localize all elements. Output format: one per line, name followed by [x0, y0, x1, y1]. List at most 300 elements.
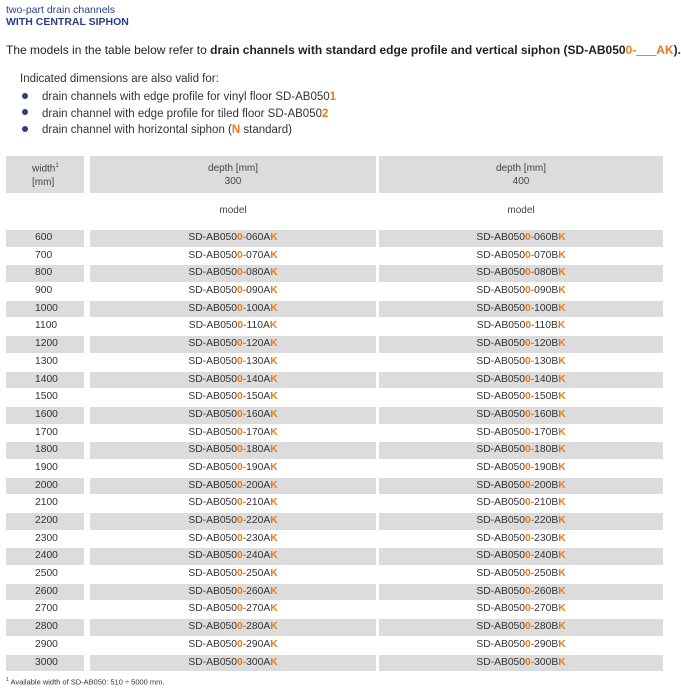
valid-for-item [22, 122, 336, 139]
model-300-variant: 0- [237, 426, 247, 438]
model-300-prefix: SD-AB050 [188, 302, 237, 314]
model-400-code: 200B [534, 479, 559, 491]
model-300-variant: 0- [237, 568, 247, 580]
model-400-variant: 0- [525, 461, 535, 473]
model-400-prefix: SD-AB050 [476, 408, 525, 420]
model-400-variant: 0- [525, 373, 535, 385]
model-300-variant: 0- [237, 656, 247, 668]
model-400-suffix: K [558, 285, 566, 297]
model-400-suffix: K [558, 568, 566, 580]
model-400-code: 140B [534, 373, 559, 385]
cell-model-300 [90, 478, 376, 495]
cell-model-400 [379, 566, 663, 583]
model-300-code: 120A [246, 338, 271, 350]
table-row [6, 459, 663, 477]
model-400-prefix: SD-AB050 [476, 550, 525, 562]
model-400-variant: 0- [525, 497, 535, 509]
header-width-label: width [32, 163, 56, 175]
model-300-suffix: K [270, 302, 278, 314]
model-300-suffix: K [270, 515, 278, 526]
cell-model-400 [379, 601, 663, 618]
cell-model-400 [379, 354, 663, 371]
bullet-dot-icon [22, 109, 28, 115]
model-300-suffix: K [270, 408, 278, 420]
models-table [6, 156, 663, 671]
model-400-code: 220B [534, 515, 559, 526]
cell-width: 2100 [35, 497, 58, 509]
model-400-suffix: K [558, 550, 566, 562]
valid-for-item-text: drain channel with edge profile for tiled floor SD-AB050 [42, 107, 322, 120]
model-300-code: 200A [246, 479, 271, 491]
cell-width: 2200 [6, 513, 84, 530]
model-400-prefix: SD-AB050 [476, 391, 525, 403]
cell-width: 1100 [35, 320, 58, 332]
model-400-variant: 0- [525, 338, 535, 350]
model-400-code: 120B [534, 338, 559, 350]
intro-bold-text: drain channels with standard edge profile and vertical siphon (SD-AB050 [210, 43, 626, 57]
cell-model-300 [90, 513, 376, 530]
cell-width: 600 [6, 230, 84, 247]
model-400-variant: 0- [525, 568, 535, 580]
model-300-suffix: K [270, 550, 278, 562]
model-300-suffix: K [270, 603, 278, 615]
cell-model-300 [90, 619, 376, 636]
model-300-variant: 0- [237, 267, 247, 279]
header-depth-300-label: depth [mm] [207, 162, 259, 174]
model-300-variant: 0- [237, 638, 247, 650]
model-300-prefix: SD-AB050 [188, 373, 237, 385]
model-400-variant: 0- [525, 302, 535, 314]
model-400-suffix: K [558, 479, 566, 491]
table-model-row [6, 193, 663, 229]
model-300-variant: 0- [237, 621, 247, 633]
model-300-suffix: K [270, 656, 278, 668]
model-300-variant: 0- [237, 285, 247, 297]
model-400-suffix: K [558, 302, 566, 314]
cell-width: 1000 [6, 301, 84, 318]
model-400-variant: 0- [525, 515, 535, 526]
model-300-suffix: K [270, 497, 278, 509]
model-400-suffix: K [558, 497, 566, 509]
valid-for-item-text: drain channel with horizontal siphon ( [42, 124, 232, 136]
model-300-code: 110A [246, 320, 270, 332]
table-row [6, 264, 663, 282]
model-300-prefix: SD-AB050 [188, 320, 238, 332]
intro-code-orange: 0- [625, 43, 637, 57]
model-300-prefix: SD-AB050 [188, 497, 237, 509]
model-400-code: 180B [534, 444, 559, 456]
model-400-prefix: SD-AB050 [476, 479, 525, 491]
cell-width: 3000 [6, 655, 84, 672]
model-300-variant: 0- [237, 391, 247, 403]
footnote [6, 677, 165, 687]
bullet-dot-icon [22, 126, 28, 132]
bullet-dot-icon [22, 93, 28, 99]
model-400-variant: 0- [525, 285, 535, 297]
cell-model-300 [90, 442, 376, 459]
model-300-code: 150A [246, 391, 271, 403]
cell-model-300 [90, 548, 376, 565]
cell-width: 1200 [6, 336, 84, 353]
cell-model-400 [379, 425, 663, 442]
model-400-prefix: SD-AB050 [476, 232, 525, 243]
model-400-code: 090B [534, 285, 559, 297]
model-300-code: 230A [246, 532, 271, 544]
model-400-prefix: SD-AB050 [476, 249, 525, 261]
model-400-prefix: SD-AB050 [476, 373, 525, 385]
model-300-prefix: SD-AB050 [188, 285, 237, 297]
model-400-code: 210B [534, 497, 559, 509]
model-300-variant: 0- [237, 603, 247, 615]
table-body [6, 229, 663, 671]
model-400-code: 240B [534, 550, 559, 562]
model-300-prefix: SD-AB050 [188, 391, 237, 403]
table-row [6, 618, 663, 636]
cell-width: 2700 [35, 603, 58, 615]
table-row [6, 424, 663, 442]
model-300-prefix: SD-AB050 [188, 338, 237, 350]
model-300-prefix: SD-AB050 [188, 355, 237, 367]
header-width-label-line [32, 160, 59, 175]
model-400-suffix: K [558, 621, 566, 633]
cell-model-400 [379, 513, 663, 530]
model-400-prefix: SD-AB050 [476, 638, 525, 650]
cell-width: 700 [35, 249, 53, 261]
model-400-code: 150B [534, 391, 559, 403]
cell-model-300 [90, 230, 376, 247]
model-400-variant: 0- [525, 320, 535, 332]
cell-model-300 [90, 637, 376, 654]
cell-width: 2000 [6, 478, 84, 495]
cell-model-400 [379, 548, 663, 565]
model-300-prefix: SD-AB050 [188, 444, 237, 456]
header-depth-300 [90, 156, 376, 193]
model-300-prefix: SD-AB050 [188, 249, 237, 261]
model-300-suffix: K [270, 532, 278, 544]
model-300-suffix: K [270, 355, 278, 367]
model-300-variant: 0- [237, 585, 247, 597]
model-400-code: 080B [534, 267, 559, 279]
model-300-variant: 0- [237, 408, 247, 420]
cell-model-400 [379, 478, 663, 495]
cell-model-300 [90, 336, 376, 353]
cell-width: 1800 [6, 442, 84, 459]
model-400-code: 060B [534, 232, 559, 243]
model-400-code: 290B [534, 638, 559, 650]
cell-width: 1900 [35, 461, 58, 473]
model-400-code: 170B [534, 426, 559, 438]
model-300-suffix: K [270, 391, 278, 403]
model-300-code: 290A [246, 638, 271, 650]
model-300-suffix: K [270, 285, 278, 297]
model-300-suffix: K [270, 267, 278, 279]
model-400-code: 270B [534, 603, 559, 615]
intro-code-blank: ___ [636, 43, 657, 57]
model-300-variant: 0- [237, 479, 247, 491]
model-300-code: 140A [246, 373, 271, 385]
model-400-prefix: SD-AB050 [476, 355, 525, 367]
model-400-suffix: K [558, 603, 566, 615]
table-row [6, 636, 663, 654]
model-300-prefix: SD-AB050 [188, 656, 237, 668]
model-300-suffix: K [270, 638, 278, 650]
model-300-suffix: K [270, 338, 278, 350]
cell-width: 900 [35, 285, 53, 297]
cell-model-300 [90, 248, 376, 265]
table-row [6, 353, 663, 371]
model-300-code: 080A [246, 267, 271, 279]
model-300-prefix: SD-AB050 [188, 426, 237, 438]
valid-for-item-text: drain channels with edge profile for vinyl floor SD-AB050 [42, 91, 330, 103]
cell-model-400 [379, 531, 663, 548]
header-depth-400-value: 400 [512, 175, 530, 187]
header-depth-400 [379, 156, 663, 193]
cell-model-300 [90, 601, 376, 618]
cell-model-300 [90, 301, 376, 318]
model-400-prefix: SD-AB050 [476, 515, 525, 526]
intro-code-suffix: AK [656, 43, 674, 57]
cell-model-400 [379, 407, 663, 424]
cell-width: 2400 [6, 548, 84, 565]
valid-for-item-highlight: 1 [329, 91, 337, 103]
cell-model-400 [379, 283, 663, 300]
model-300-suffix: K [270, 373, 278, 385]
table-row [6, 317, 663, 335]
model-300-prefix: SD-AB050 [188, 479, 237, 491]
section-title: WITH CENTRAL SIPHON [6, 16, 129, 28]
model-400-suffix: K [558, 532, 566, 544]
model-300-code: 260A [246, 585, 271, 597]
model-400-suffix: K [558, 585, 566, 597]
cell-model-400 [379, 372, 663, 389]
cell-width: 1400 [6, 372, 84, 389]
header-width-sup: 1 [55, 163, 59, 170]
model-400-variant: 0- [525, 603, 535, 615]
table-row [6, 335, 663, 353]
model-300-code: 280A [246, 621, 271, 633]
cell-model-400 [379, 460, 663, 477]
cell-model-300 [90, 460, 376, 477]
model-300-code: 060A [246, 232, 271, 243]
model-400-suffix: K [558, 408, 566, 420]
model-400-code: 130B [534, 355, 559, 367]
model-400-variant: 0- [525, 232, 535, 243]
model-300-suffix: K [270, 444, 278, 456]
model-400-variant: 0- [525, 426, 535, 438]
cell-model-400 [379, 584, 663, 601]
model-300-suffix: K [270, 479, 278, 491]
model-300-variant: 0- [237, 249, 247, 261]
cell-model-400 [379, 301, 663, 318]
header-width-unit: [mm] [32, 176, 55, 188]
cell-model-300 [90, 566, 376, 583]
model-300-code: 170A [246, 426, 271, 438]
cell-model-400 [379, 442, 663, 459]
table-row [6, 477, 663, 495]
model-400-prefix: SD-AB050 [476, 338, 525, 350]
model-400-prefix: SD-AB050 [476, 302, 525, 314]
cell-width: 2300 [35, 532, 58, 544]
model-300-prefix: SD-AB050 [188, 585, 237, 597]
cell-model-400 [379, 230, 663, 247]
model-300-prefix: SD-AB050 [188, 408, 237, 420]
model-300-prefix: SD-AB050 [188, 550, 237, 562]
table-row [6, 406, 663, 424]
subtitle: two-part drain channels [6, 4, 116, 16]
model-300-suffix: K [270, 461, 278, 473]
cell-model-400 [379, 619, 663, 636]
valid-for-item-tail: standard) [240, 124, 292, 136]
model-400-code: 160B [534, 408, 559, 420]
model-400-variant: 0- [525, 479, 535, 491]
model-400-variant: 0- [525, 638, 535, 650]
cell-model-400 [379, 495, 663, 512]
model-400-prefix: SD-AB050 [476, 621, 525, 633]
cell-model-300 [90, 495, 376, 512]
model-label-400: model [507, 205, 535, 216]
table-row [6, 600, 663, 618]
model-300-variant: 0- [237, 232, 247, 243]
model-400-suffix: K [558, 444, 566, 456]
table-row [6, 565, 663, 583]
model-300-code: 130A [246, 355, 271, 367]
footnote-text: Available width of SD-AB050: 510 ÷ 5000 mm. [8, 677, 165, 687]
model-400-variant: 0- [525, 408, 535, 420]
model-400-prefix: SD-AB050 [476, 603, 525, 615]
table-row [6, 247, 663, 265]
intro-code-close: ). [673, 43, 681, 57]
model-300-suffix: K [270, 232, 278, 243]
model-400-prefix: SD-AB050 [476, 497, 525, 509]
cell-model-400 [379, 318, 663, 335]
model-300-code: 210A [246, 497, 271, 509]
model-label-300: model [219, 205, 247, 216]
model-400-prefix: SD-AB050 [476, 285, 525, 297]
model-400-variant: 0- [525, 621, 535, 633]
cell-width: 1600 [6, 407, 84, 424]
model-400-suffix: K [558, 373, 566, 385]
model-400-suffix: K [558, 391, 566, 403]
model-300-code: 270A [246, 603, 271, 615]
model-300-code: 100A [246, 302, 271, 314]
table-row [6, 654, 663, 672]
table-row [6, 547, 663, 565]
model-400-variant: 0- [525, 585, 535, 597]
model-300-variant: 0- [237, 338, 247, 350]
table-row [6, 229, 663, 247]
model-300-prefix: SD-AB050 [188, 515, 237, 526]
model-300-variant: 0- [237, 497, 247, 509]
model-400-code: 070B [534, 249, 559, 261]
intro-text [6, 43, 681, 57]
model-300-prefix: SD-AB050 [188, 568, 237, 580]
valid-for-item [22, 106, 336, 123]
model-400-variant: 0- [525, 355, 535, 367]
model-400-code: 190B [534, 461, 559, 473]
model-300-variant: 0- [237, 461, 247, 473]
table-row [6, 530, 663, 548]
model-300-code: 250A [246, 568, 271, 580]
cell-model-300 [90, 425, 376, 442]
table-row [6, 300, 663, 318]
table-row [6, 371, 663, 389]
model-400-variant: 0- [525, 550, 535, 562]
valid-for-title: Indicated dimensions are also valid for: [20, 73, 219, 85]
cell-width: 1700 [35, 426, 58, 438]
cell-model-300 [90, 372, 376, 389]
model-300-prefix: SD-AB050 [188, 532, 237, 544]
model-400-variant: 0- [525, 249, 535, 261]
cell-width: 2900 [35, 638, 58, 650]
cell-model-400 [379, 265, 663, 282]
model-400-variant: 0- [525, 532, 535, 544]
valid-for-list [22, 89, 336, 139]
model-300-code: 070A [246, 249, 271, 261]
cell-model-400 [379, 248, 663, 265]
model-300-code: 090A [246, 285, 271, 297]
table-header-row [6, 156, 663, 193]
model-400-prefix: SD-AB050 [476, 426, 525, 438]
model-400-prefix: SD-AB050 [476, 532, 525, 544]
model-300-suffix: K [270, 621, 278, 633]
intro-prefix: The models in the table below refer to [6, 43, 211, 57]
model-300-suffix: K [270, 568, 278, 580]
model-400-prefix: SD-AB050 [476, 267, 525, 279]
model-400-suffix: K [558, 515, 566, 526]
model-400-code: 230B [534, 532, 559, 544]
cell-model-300 [90, 584, 376, 601]
cell-model-300 [90, 318, 376, 335]
model-300-variant: 0- [237, 355, 247, 367]
cell-model-300 [90, 265, 376, 282]
valid-for-item [22, 89, 336, 106]
cell-model-300 [90, 407, 376, 424]
footnote-sup: 1 [6, 677, 9, 683]
model-300-code: 300A [246, 656, 271, 668]
model-300-prefix: SD-AB050 [188, 621, 237, 633]
model-400-code: 280B [534, 621, 559, 633]
cell-model-300 [90, 389, 376, 406]
cell-model-300 [90, 354, 376, 371]
cell-width: 2500 [35, 568, 58, 580]
table-row [6, 494, 663, 512]
model-400-suffix: K [558, 249, 566, 261]
model-300-variant: 0- [237, 515, 247, 526]
header-depth-400-label: depth [mm] [495, 162, 547, 174]
model-300-code: 190A [246, 461, 271, 473]
model-300-suffix: K [270, 249, 278, 261]
model-400-prefix: SD-AB050 [476, 461, 525, 473]
model-400-suffix: K [558, 461, 566, 473]
model-300-code: 240A [246, 550, 271, 562]
model-400-suffix: K [558, 338, 566, 350]
cell-width: 2600 [6, 584, 84, 601]
model-400-suffix: K [558, 355, 566, 367]
cell-model-300 [90, 655, 376, 672]
cell-model-300 [90, 283, 376, 300]
model-blank [6, 193, 84, 229]
model-300-variant: 0- [237, 373, 247, 385]
table-row [6, 583, 663, 601]
model-400-suffix: K [558, 267, 566, 279]
cell-model-400 [379, 637, 663, 654]
table-row [6, 441, 663, 459]
model-300-variant: 0- [237, 302, 247, 314]
model-400-code: 250B [534, 568, 559, 580]
model-400-code: 110B [534, 320, 558, 332]
cell-model-400 [379, 336, 663, 353]
cell-model-300 [90, 531, 376, 548]
